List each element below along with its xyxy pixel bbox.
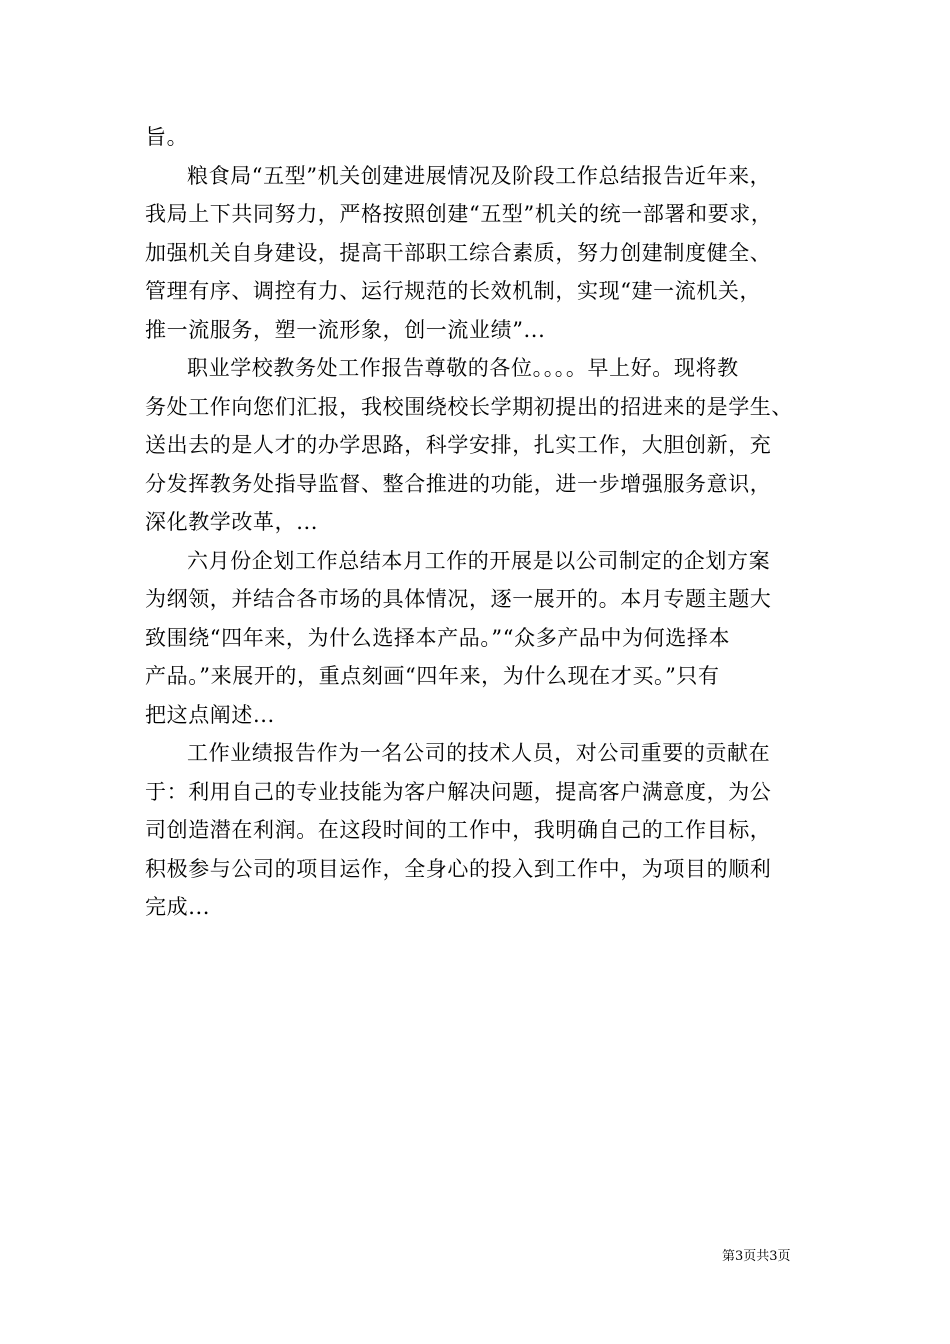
paragraph-continuation: [145, 118, 815, 157]
paragraph-work-performance: [145, 734, 815, 927]
text-line: 工作业绩报告作为一名公司的技术人员，对公司重要的贡献在: [187, 741, 771, 765]
text-line: 深化教学改革，...: [145, 510, 319, 534]
text-line: 把这点阐述...: [145, 702, 275, 727]
text-line: 分发挥教务处指导监督、整合推进的功能，进一步增强服务意识，: [145, 471, 772, 496]
page-number-footer: 第3页共3页: [722, 1249, 791, 1264]
text-line: 职业学校教务处工作报告尊敬的各位。。。。早上好。现将教: [187, 356, 739, 380]
text-line: 积极参与公司的项目运作，全身心的投入到工作中，为项目的顺利: [145, 856, 772, 881]
text-line: 务处工作向您们汇报，我校围绕校长学期初提出的招进来的是学生、: [145, 394, 793, 419]
document-body: [145, 118, 815, 927]
paragraph-grain-bureau: [145, 157, 815, 350]
text-line: 加强机关自身建设，提高干部职工综合素质，努力创建制度健全、: [145, 240, 772, 265]
paragraph-academic-affairs: [145, 349, 815, 542]
text-line: 致围绕“四年来，为什么选择本产品。”“众多产品中为何选择本: [145, 625, 731, 650]
text-line: 完成...: [145, 895, 211, 919]
text-line: 管理有序、调控有力、运行规范的长效机制，实现“建一流机关，: [145, 279, 762, 303]
text-line: 旨。: [145, 125, 189, 149]
paragraph-june-planning: [145, 542, 815, 735]
text-line: 推一流服务，塑一流形象，创一流业绩”...: [145, 317, 546, 342]
text-line: 为纲领，并结合各市场的具体情况，逐一展开的。本月专题主题大: [145, 587, 772, 611]
text-line: 于：利用自己的专业技能为客户解决问题，提高客户满意度，为公: [145, 779, 772, 804]
text-line: 司创造潜在利润。在这段时间的工作中，我明确自己的工作目标，: [145, 818, 772, 842]
text-line: 我局上下共同努力，严格按照创建“五型”机关的统一部署和要求，: [145, 202, 773, 226]
text-line: 粮食局“五型”机关创建进展情况及阶段工作总结报告近年来，: [187, 163, 772, 188]
text-line: 送出去的是人才的办学思路，科学安排，扎实工作，大胆创新，充: [145, 433, 772, 457]
text-line: 六月份企划工作总结本月工作的开展是以公司制定的企划方案: [187, 548, 771, 573]
text-line: 产品。”来展开的，重点刻画“四年来，为什么现在才买。”只有: [145, 664, 720, 688]
